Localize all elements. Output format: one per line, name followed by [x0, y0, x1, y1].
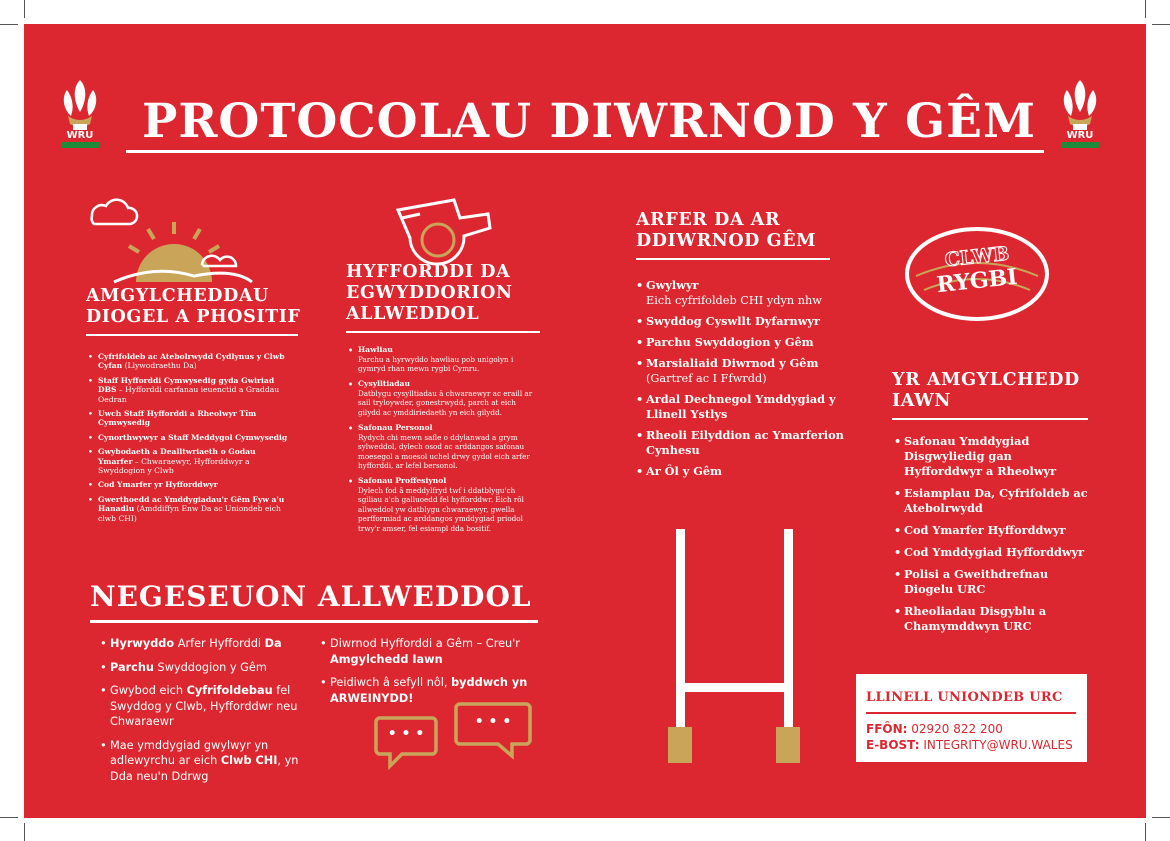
list-item-text: Cyfrifoldebau — [186, 684, 273, 697]
environments-list — [86, 352, 292, 523]
environments-section — [86, 286, 308, 528]
speech-bubble-dots: • • • — [474, 714, 512, 730]
club-rugby-badge — [902, 224, 1052, 324]
list-item-body: Rydych chi mewn safle o ddylanwad a grym sylweddol, dylech osod ac arddangos safonau moesegol a moesol uchel drwy gydol eich arfer hyfforddi, ar lefel bersonol. — [358, 432, 530, 471]
list-item-note: (Llywodraethu Da) — [122, 361, 197, 371]
list-item — [346, 345, 536, 373]
crop-mark — [1145, 0, 1146, 18]
section-rule — [636, 258, 830, 260]
title-underline — [126, 150, 1044, 153]
list-item-heading: • Safonau Proffesiynol — [358, 476, 447, 486]
environments-heading: AMGYLCHEDDAU DIOGEL A PHOSITIF — [86, 286, 301, 327]
list-item — [636, 464, 846, 479]
prince-of-wales-feathers-icon — [1058, 76, 1102, 156]
list-item — [320, 636, 548, 667]
list-item: • Esiamplau Da, Cyfrifoldeb ac Atebolrwydd — [892, 486, 1092, 516]
list-item: • Safonau Ymddygiad Disgwyliedig gan Hyfforddwyr a Rheolwyr — [892, 434, 1092, 479]
list-item: • Rheoliadau Disgyblu a Chamymddwyn URC — [892, 604, 1092, 634]
section-rule — [892, 418, 1088, 420]
section-rule — [90, 620, 538, 623]
list-item — [100, 660, 308, 676]
list-item-bold: Cynorthwywyr a Staff Meddygol Cymwysedig — [98, 432, 288, 442]
list-item — [86, 447, 292, 475]
right-environment-section — [892, 370, 1092, 641]
list-item — [636, 428, 846, 458]
coaching-list — [346, 345, 536, 533]
list-item — [86, 409, 292, 428]
list-item-bold: Gwylwyr — [646, 278, 699, 292]
list-item-text: Parchu — [110, 660, 154, 674]
list-item-text: Arfer Hyfforddi — [174, 637, 265, 650]
crop-mark — [24, 0, 25, 18]
list-item-note: – Hyfforddi carfanau ieuenctid a Graddau Oedran — [98, 385, 280, 404]
list-item-text: byddwch yn ARWEINYDD! — [330, 676, 528, 705]
list-item-bold: Cyfrifoldeb ac Atebolrwydd Cydlynus y Clwb Cyfan — [98, 352, 285, 371]
right-environment-heading: YR AMGYLCHEDD IAWN — [892, 370, 1080, 411]
crop-mark — [1145, 823, 1146, 841]
good-practice-heading: ARFER DA AR DDIWRNOD GÊM — [636, 210, 817, 251]
list-item-body: Datblygu cysylltiadau â chwaraewyr ac eraill ar sail tryloywder, gonestrwydd, parch at eich gilydd ac ymddiriedaeth yn eich gilydd. — [358, 389, 533, 417]
list-item-body: Parchu a hyrwyddo hawliau pob unigolyn i gymryd rhan mewn rygbi Cymru. — [358, 354, 514, 373]
list-item-note: (Gartref ac I Ffwrdd) — [646, 372, 767, 385]
list-item-text: Diwrnod Hyfforddi a Gêm – Creu'r — [330, 637, 520, 650]
integrity-title: LLINELL UNIONDEB URC — [866, 690, 1063, 705]
list-item-bold: Rheoli Eilyddion ac Ymarferion Cynhesu — [646, 428, 844, 457]
wru-logo-text: WRU — [66, 130, 94, 141]
list-item — [86, 495, 292, 523]
page-title: PROTOCOLAU DIWRNOD Y GÊM — [142, 94, 1036, 149]
list-item — [346, 423, 536, 470]
list-item: • Polisi a Gweithdrefnau Diogelu URC — [892, 567, 1092, 597]
list-item — [86, 352, 292, 371]
coaching-heading: HYFFORDDI DA EGWYDDORION ALLWEDDOL — [346, 262, 513, 324]
list-item-bold: Marsialiaid Diwrnod y Gêm — [646, 356, 819, 370]
crop-mark — [24, 823, 25, 841]
list-item — [636, 278, 846, 308]
club-badge-line2: RYGBI — [935, 263, 1019, 299]
good-practice-section — [636, 210, 844, 485]
list-item-text: Hyrwyddo — [110, 637, 175, 650]
list-item — [86, 376, 292, 404]
list-item-note: (Amddiffyn Enw Da ac Uniondeb eich clwb CHI) — [98, 504, 281, 523]
crop-mark — [1152, 817, 1170, 818]
list-item-text: , yn Dda neu'n Ddrwg — [110, 754, 299, 783]
list-item — [636, 335, 846, 350]
section-rule — [86, 334, 298, 336]
speech-bubble-dots: • • • — [387, 726, 425, 742]
list-item: • Cod Ymarfer Hyfforddwyr — [892, 523, 1092, 538]
good-practice-list — [636, 278, 846, 479]
list-item — [100, 683, 308, 730]
key-messages-section — [90, 580, 570, 623]
list-item — [346, 476, 536, 533]
list-item-text: Gwybod eich — [110, 684, 187, 697]
whistle-icon — [390, 192, 498, 268]
integrity-email: E-BOST: INTEGRITY@WRU.WALES — [866, 738, 1073, 752]
coaching-section — [346, 262, 542, 539]
crop-mark — [0, 817, 18, 818]
list-item-bold: Uwch Staff Hyfforddi a Rheolwyr Tîm Cymwysedig — [98, 409, 257, 428]
list-item — [346, 379, 536, 417]
list-item-bold: Gwybodaeth a Dealltwriaeth o Godau Ymarfer — [98, 447, 256, 466]
list-item-bold: Cod Ymarfer yr Hyfforddwyr — [98, 480, 218, 490]
list-item-bold: Gwerthoedd ac Ymddygiadau'r Gêm Fyw a'u Hanadlu — [98, 494, 285, 514]
crop-mark — [1152, 24, 1170, 25]
integrity-phone: FFÔN: 02920 822 200 — [866, 722, 1003, 736]
speech-bubble-icon — [454, 700, 532, 760]
list-item-text: Peidiwch â sefyll nôl, — [330, 676, 452, 689]
list-item-heading: • Cysylltiadau — [358, 379, 410, 389]
integrity-rule — [866, 712, 1076, 714]
list-item — [100, 636, 308, 652]
key-messages-list-left — [100, 636, 308, 792]
list-item-bold: Ardal Dechnegol Ymddygiad y Llinell Ystlys — [646, 392, 836, 421]
integrity-line-box — [856, 674, 1087, 762]
rugby-posts-icon — [664, 529, 804, 769]
list-item-body: Dylech fod â meddylfryd twf i ddatblygu'ch sgiliau a'ch galluoedd fel hyfforddwr. Eich rôl allweddol yw datblygu chwaraewyr, gwella perfformiad ac arddangos ymddygiad priodol trwy'r amser, fel esiampl dda bositif. — [358, 486, 524, 533]
list-item-heading: • Safonau Personol — [358, 423, 433, 433]
list-item: • Cod Ymddygiad Hyfforddwyr — [892, 545, 1092, 560]
wru-logo-right — [1058, 76, 1102, 160]
poster — [24, 24, 1146, 818]
list-item-bold: Swyddog Cyswllt Dyfarnwyr — [646, 314, 820, 328]
section-rule — [346, 331, 540, 333]
list-item-heading: • Hawliau — [358, 345, 393, 354]
list-item-text: fel Swyddog y Clwb, Hyfforddwr neu Chwaraewr — [110, 684, 298, 728]
list-item-bold: Staff Hyfforddi Cymwysedig gyda Gwiriad DBS — [98, 375, 275, 395]
list-item-text: Mae ymddygiad gwylwyr yn adlewyrchu ar eich — [110, 738, 269, 767]
crop-mark — [0, 24, 18, 25]
wru-logo-left — [58, 76, 102, 160]
list-item-note: – Chwaraewyr, Hyfforddwyr a Swyddogion y Clwb — [98, 456, 250, 476]
list-item — [86, 433, 292, 442]
list-item — [100, 738, 308, 785]
list-item — [636, 356, 846, 386]
list-item-bold: Ar Ôl y Gêm — [646, 464, 723, 478]
list-item-bold: Parchu Swyddogion y Gêm — [646, 335, 814, 349]
club-badge-line1: CLWB — [943, 242, 1011, 272]
list-item-note: Eich cyfrifoldeb CHI ydyn nhw — [646, 294, 822, 307]
list-item — [636, 314, 846, 329]
list-item — [636, 392, 846, 422]
prince-of-wales-feathers-icon — [58, 76, 102, 156]
right-environment-list — [892, 434, 1092, 634]
list-item — [86, 480, 292, 489]
speech-bubble-icon — [374, 714, 438, 770]
key-messages-heading: NEGESEUON ALLWEDDOL — [90, 580, 532, 613]
list-item-text: Clwb CHI — [220, 754, 278, 767]
weather-sun-cloud-icon — [84, 194, 254, 284]
list-item-text: Amgylchedd Iawn — [330, 652, 443, 666]
list-item-text: Da — [264, 637, 282, 650]
list-item-text: Swyddogion y Gêm — [153, 660, 267, 674]
wru-logo-text: WRU — [1066, 130, 1094, 141]
